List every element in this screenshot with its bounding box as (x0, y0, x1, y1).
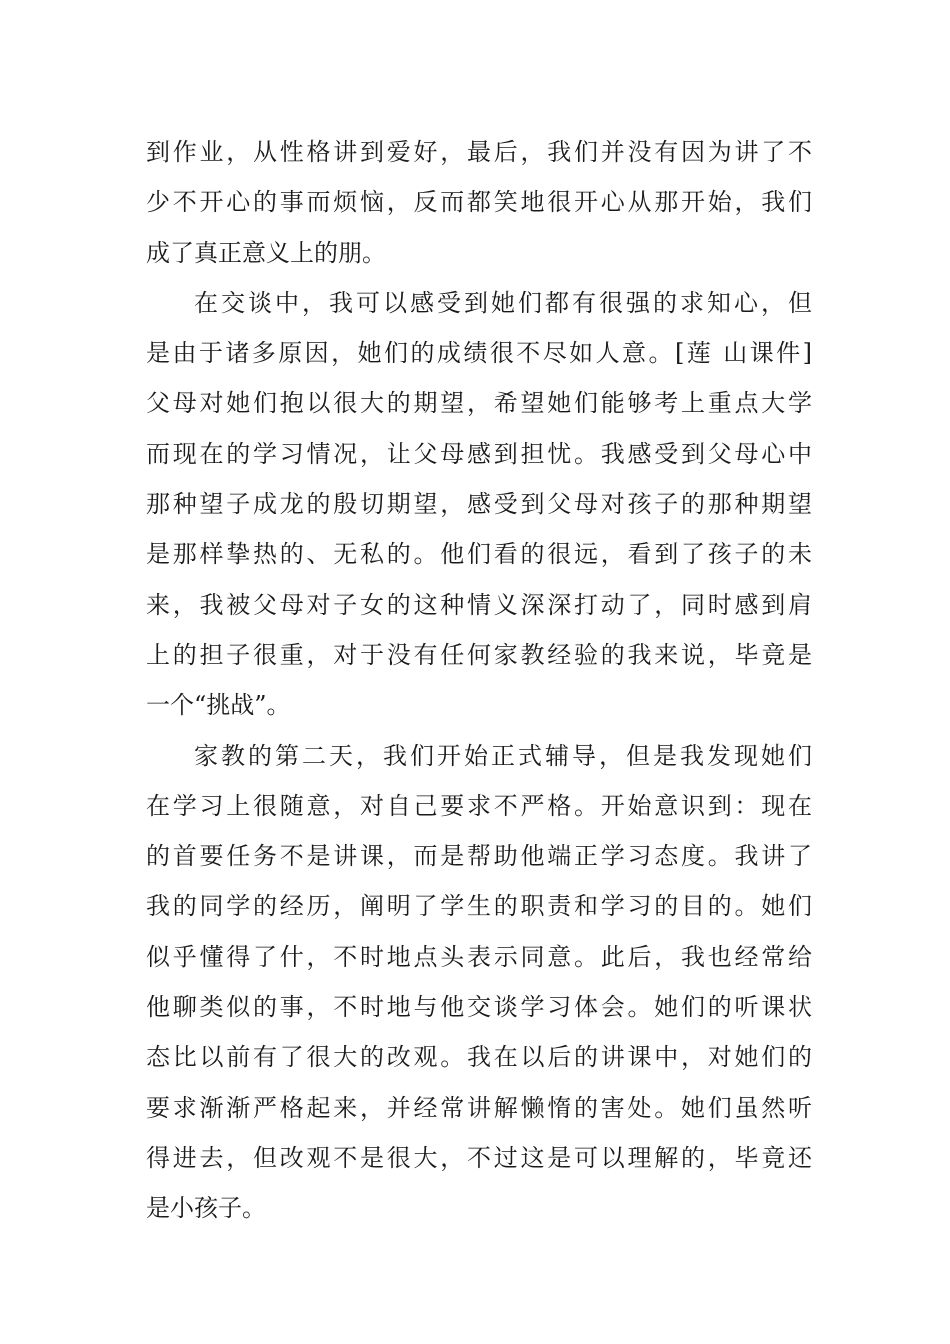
text-line: 的首要任务不是讲课，而是帮助他端正学习态度。我讲了 (146, 842, 812, 871)
text-line: 在学习上很随意，对自己要求不严格。开始意识到：现在 (146, 791, 812, 820)
text-line: 上的担子很重，对于没有任何家教经验的我来说，毕竟是 (146, 640, 812, 669)
text-line: 是那样挚热的、无私的。他们看的很远，看到了孩子的未 (146, 540, 812, 569)
text-line: 似乎懂得了什，不时地点头表示同意。此后，我也经常给 (146, 942, 812, 971)
document-body (146, 127, 812, 1234)
text-line: 成了真正意义上的朋。 (146, 238, 386, 267)
text-line: 到作业，从性格讲到爱好，最后，我们并没有因为讲了不 (146, 138, 812, 166)
text-line: 一个“挑战”。 (146, 691, 291, 720)
text-line: 在交谈中，我可以感受到她们都有很强的求知心，但 (194, 288, 812, 317)
text-line: 是由于诸多原因，她们的成绩很不尽如人意。[莲 山课件] (146, 339, 812, 368)
text-line: 那种望子成龙的殷切期望，感受到父母对孩子的那种期望 (146, 490, 812, 519)
text-line: 是小孩子。 (146, 1194, 266, 1223)
text-line: 我的同学的经历，阐明了学生的职责和学习的目的。她们 (146, 892, 812, 921)
paragraph-2 (146, 278, 812, 731)
text-line: 态比以前有了很大的改观。我在以后的讲课中，对她们的 (146, 1043, 812, 1072)
text-line: 要求渐渐严格起来，并经常讲解懒惰的害处。她们虽然听 (146, 1093, 812, 1122)
paragraph-1 (146, 127, 812, 278)
text-line: 少不开心的事而烦恼，反而都笑地很开心从那开始，我们 (146, 188, 812, 217)
text-line: 父母对她们抱以很大的期望，希望她们能够考上重点大学 (146, 389, 812, 418)
text-line: 他聊类似的事，不时地与他交谈学习体会。她们的听课状 (146, 993, 812, 1022)
paragraph-3 (146, 731, 812, 1234)
text-line: 而现在的学习情况，让父母感到担忧。我感受到父母心中 (146, 439, 812, 468)
text-line: 来，我被父母对子女的这种情义深深打动了，同时感到肩 (146, 590, 812, 619)
text-line: 得进去，但改观不是很大，不过这是可以理解的，毕竟还 (146, 1143, 812, 1172)
text-line: 家教的第二天，我们开始正式辅导，但是我发现她们 (194, 741, 812, 770)
